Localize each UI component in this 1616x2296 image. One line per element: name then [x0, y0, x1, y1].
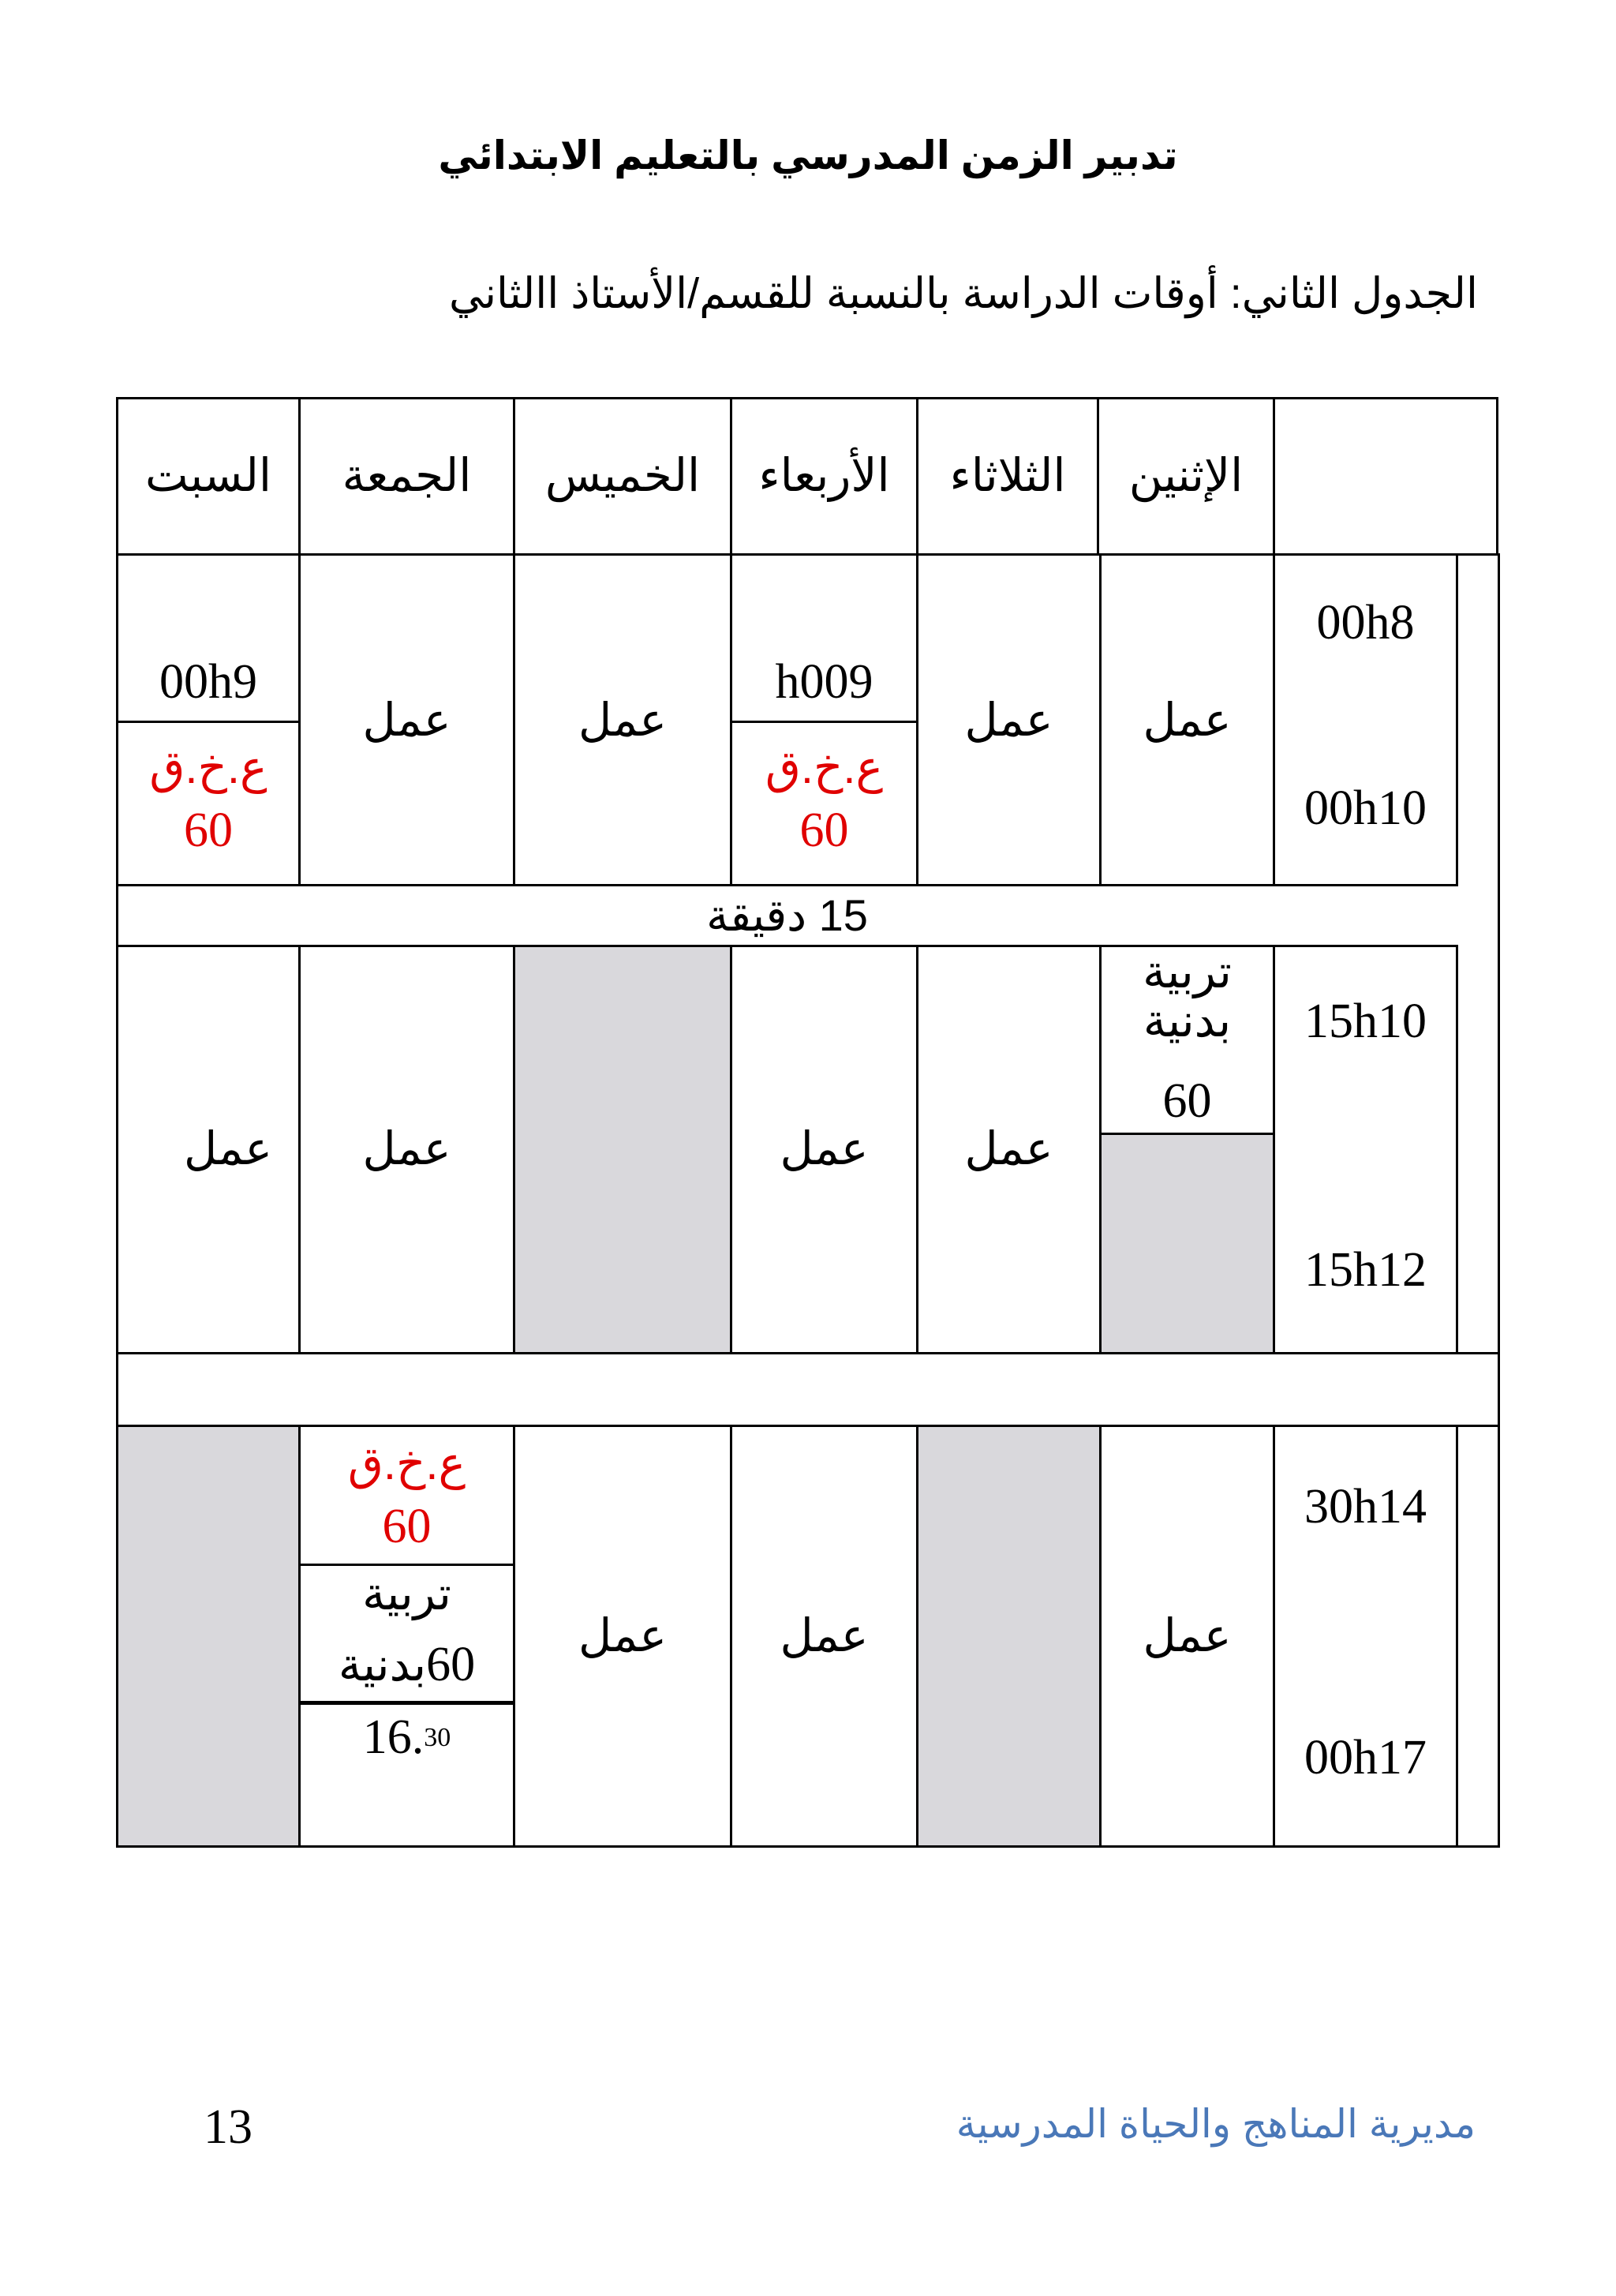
header-thursday: الخميس — [544, 450, 701, 502]
work-tuesday-block2: عمل — [964, 1123, 1053, 1175]
footer-directorate: مديرية المناهج والحياة المدرسية — [956, 2102, 1476, 2146]
time-start-block1: 00h8 — [1316, 596, 1415, 650]
shaded-cell-saturday-block3 — [118, 1427, 300, 1847]
work-saturday-block2: عمل — [183, 1123, 273, 1175]
header-tuesday: الثلاثاء — [949, 450, 1066, 502]
page-number: 13 — [204, 2100, 252, 2154]
shaded-cell-monday-block2 — [1102, 1134, 1274, 1352]
header-saturday: السبت — [145, 450, 271, 502]
header-monday: الإثنين — [1128, 450, 1244, 502]
time-end-block2: 15h12 — [1304, 1243, 1427, 1298]
page-title: تدبير الزمن المدرسي بالتعليم الابتدائي — [438, 133, 1178, 178]
table-caption: الجدول الثاني: أوقات الدراسة بالنسبة للقسم/الأستاذ االثاني — [449, 270, 1478, 317]
work-thursday-block1: عمل — [578, 694, 668, 746]
ekhq-label: ع.خ.ق — [149, 741, 267, 793]
work-friday-block2: عمل — [362, 1123, 451, 1175]
ekhq-label: ع.خ.ق — [765, 741, 884, 793]
pe-label-line2: بدنية — [338, 1639, 427, 1691]
pe-label-line2-with-minutes — [301, 1632, 513, 1699]
time-start-block2: 15h10 — [1304, 994, 1427, 1049]
ekhq-label: ع.خ.ق — [347, 1437, 466, 1489]
pe-label-line1: تربية — [1143, 946, 1232, 998]
time-end-block3: 00h17 — [1304, 1731, 1427, 1785]
shaded-cell-thursday-block2 — [515, 946, 731, 1352]
time-end-block1: 00h10 — [1304, 781, 1427, 836]
end-time-friday: 16. 30 — [362, 1710, 451, 1765]
header-friday: الجمعة — [342, 450, 472, 502]
work-monday-block3: عمل — [1143, 1609, 1232, 1661]
ekhq-minutes: 60 — [382, 1500, 432, 1554]
saturday-time-block1: 00h9 — [159, 655, 257, 710]
pe-minutes: 60 — [426, 1638, 476, 1692]
time-start-block3: 30h14 — [1304, 1480, 1427, 1534]
shaded-cell-tuesday-block3 — [918, 1427, 1100, 1847]
work-friday-block1: عمل — [362, 694, 451, 746]
pe-minutes: 60 — [1162, 1074, 1212, 1129]
work-wednesday-block3: عمل — [780, 1609, 869, 1661]
break-duration: 15 دقيقة — [706, 890, 868, 940]
ekhq-minutes: 60 — [799, 803, 849, 858]
work-monday-block1: عمل — [1143, 694, 1232, 746]
ekhq-minutes: 60 — [184, 803, 233, 858]
pe-label-line2: بدنية — [1143, 994, 1232, 1047]
work-thursday-block3: عمل — [578, 1609, 668, 1661]
work-tuesday-block1: عمل — [964, 694, 1053, 746]
work-wednesday-block2: عمل — [780, 1123, 869, 1175]
pe-label-line1: تربية — [362, 1567, 451, 1620]
header-wednesday: الأربعاء — [758, 450, 890, 502]
wednesday-time-block1: h009 — [775, 655, 873, 710]
